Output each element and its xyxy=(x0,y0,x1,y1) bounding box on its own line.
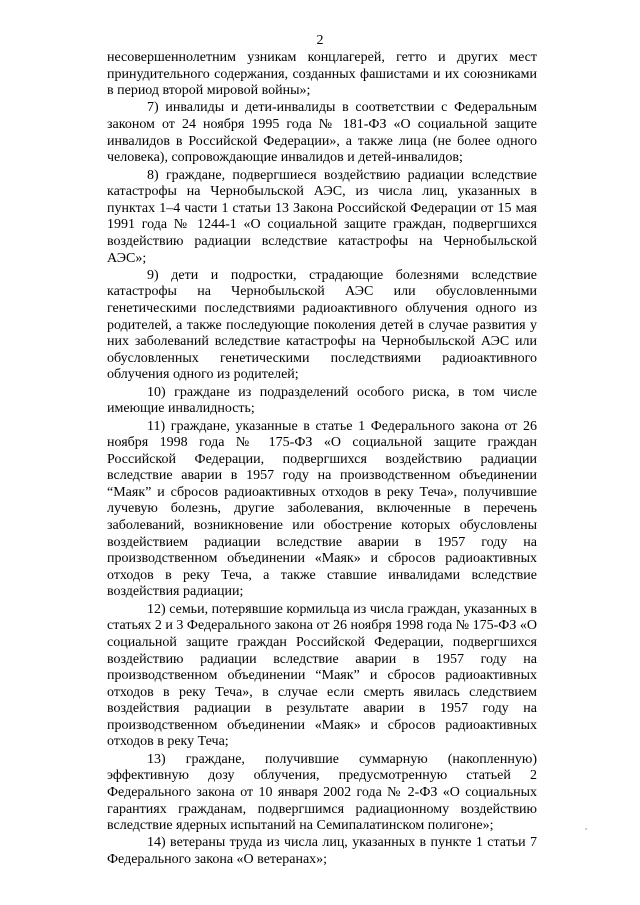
paragraph-item-8: 8) граждане, подвергшиеся воздействию радиации вследствие катастрофы на Чернобыльской АЭС, из числа лиц, указанных в пунктах 1–4 части 1 статьи 13 Закона Российской Федерации от 15 мая 1991 года № 1244-1 «О социальной защите граждан, подвергшихся воздействию радиации вследствие катастрофы на Чернобыльской АЭС»; xyxy=(107,167,537,266)
paragraph-continuation: несовершеннолетним узникам концлагерей, гетто и других мест принудительного содержания, созданных фашистами и их союзниками в период второй мировой войны»; xyxy=(107,50,537,99)
paragraph-item-14: 14) ветераны труда из числа лиц, указанных в пункте 1 статьи 7 Федерального закона «О ветеранах»; xyxy=(107,835,537,867)
paragraph-item-13: 13) граждане, получившие суммарную (накопленную) эффективную дозу облучения, предусмотренную статьей 2 Федерального закона от 10 января 2002 года № 2-ФЗ «О социальных гарантиях гражданам, подвергшимся радиационному воздействию вследствие ядерных испытаний на Семипалатинском полигоне»; xyxy=(107,751,537,834)
paragraph-item-12: 12) семьи, потерявшие кормильца из числа граждан, указанных в статьях 2 и 3 Федерального закона от 26 ноября 1998 года № 175-ФЗ «О социальной защите граждан Российской Федерации, подвергшихся воздействию радиации вследствие аварии в 1957 году на производственном объединении “Маяк” и сбросов радиоактивных отходов в реку Теча», в случае если смерть явилась следствием воздействия радиации в результате аварии в 1957 году на производственном объединении «Маяк» и сбросов радиоактивных отходов в реку Теча; xyxy=(107,601,537,750)
paragraph-item-7: 7) инвалиды и дети-инвалиды в соответствии с Федеральным законом от 24 ноября 1995 года № 181-ФЗ «О социальной защите инвалидов в Российской Федерации», а также лица (не более одного человека), сопровождающие инвалидов и детей-инвалидов; xyxy=(107,100,537,166)
paragraph-item-10: 10) граждане из подразделений особого риска, в том числе имеющие инвалидность; xyxy=(107,384,537,417)
page-number: 2 xyxy=(316,33,324,48)
paragraph-item-9: 9) дети и подростки, страдающие болезнями вследствие катастрофы на Чернобыльской АЭС или обусловленными генетическими последствиями радиоактивного облучения одного из родителей, а также последующие поколения детей в случае развития у них заболеваний вследствие катастрофы на Чернобыльской АЭС или обусловленных генетическими последствиями радиоактивного облучения одного из родителей; xyxy=(107,267,537,383)
paragraph-item-11: 11) граждане, указанные в статье 1 Федерального закона от 26 ноября 1998 года № 175-ФЗ «О социальной защите граждан Российской Федерации, подвергшихся воздействию радиации вследствие аварии в 1957 году на производственном объединении “Маяк” и сбросов радиоактивных отходов в реку Теча», получившие лучевую болезнь, другие заболевания, включенные в перечень заболеваний, возникновение или обострение которых обусловлены воздействием радиации вследствие аварии в 1957 году на производственном объединении «Маяк» и сбросов радиоактивных отходов в реку Теча, а также ставшие инвалидами вследствие воздействия радиации; xyxy=(107,418,537,600)
scan-artifact xyxy=(585,828,587,830)
document-body xyxy=(107,50,537,869)
